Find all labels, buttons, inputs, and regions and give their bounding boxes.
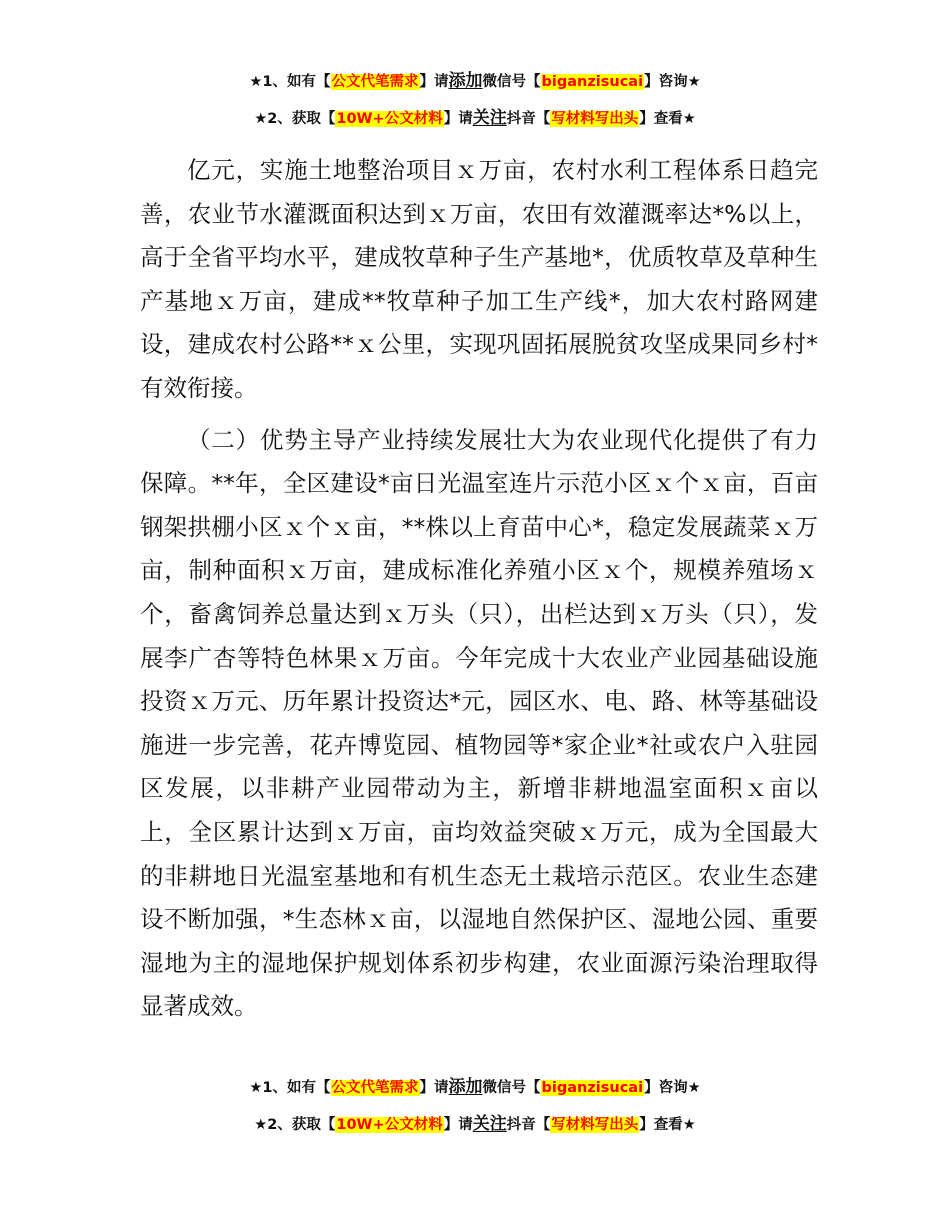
document-body — [140, 149, 818, 1029]
notice-line-2 — [0, 1106, 950, 1143]
highlight-douyin-account: 写材料写出头 — [551, 111, 639, 127]
notice-text: 】请 — [443, 111, 473, 127]
notice-suffix: 】咨询★ — [644, 1080, 701, 1096]
notice-line-1 — [0, 1069, 950, 1106]
highlight-wechat-id: biganzisucai — [541, 74, 644, 90]
notice-suffix: 】查看★ — [639, 1117, 696, 1133]
underlined-action: 关注 — [472, 1114, 507, 1134]
notice-text: 抖音【 — [506, 1117, 551, 1133]
notice-line-2 — [0, 100, 950, 137]
highlight-service: 公文代笔需求 — [331, 1080, 419, 1096]
notice-text: 微信号【 — [482, 1080, 541, 1096]
notice-prefix: ★2、获取【 — [254, 111, 336, 127]
highlight-materials: 10W+公文材料 — [336, 1117, 443, 1133]
notice-prefix: ★1、如有【 — [249, 1080, 331, 1096]
notice-text: 】请 — [443, 1117, 473, 1133]
notice-line-1 — [0, 63, 950, 100]
header-notice — [0, 63, 950, 137]
notice-suffix: 】咨询★ — [644, 74, 701, 90]
notice-prefix: ★2、获取【 — [254, 1117, 336, 1133]
underlined-action: 关注 — [472, 108, 507, 128]
notice-text: 微信号【 — [482, 74, 541, 90]
notice-prefix: ★1、如有【 — [249, 74, 331, 90]
notice-text: 】请 — [419, 1080, 449, 1096]
notice-text: 】请 — [419, 74, 449, 90]
notice-suffix: 】查看★ — [639, 111, 696, 127]
footer-notice — [0, 1069, 950, 1143]
notice-text: 抖音【 — [506, 111, 551, 127]
highlight-douyin-account: 写材料写出头 — [551, 1117, 639, 1133]
underlined-action: 添加 — [448, 71, 483, 91]
highlight-materials: 10W+公文材料 — [336, 111, 443, 127]
underlined-action: 添加 — [448, 1077, 483, 1097]
body-paragraph: 亿元，实施土地整治项目ｘ万亩，农村水利工程体系日趋完善，农业节水灌溉面积达到ｘ万亩，农田有效灌溉率达*%以上，高于全省平均水平，建成牧草种子生产基地*，优质牧草及草种生产基地ｘ万亩，建成**牧草种子加工生产线*，加大农村路网建设，建成农村公路**ｘ公里，实现巩固拓展脱贫攻坚成果同乡村*有效衔接。 — [140, 156, 818, 402]
highlight-wechat-id: biganzisucai — [541, 1080, 644, 1096]
highlight-service: 公文代笔需求 — [331, 74, 419, 90]
body-paragraph: （二）优势主导产业持续发展壮大为农业现代化提供了有力保障。**年，全区建设*亩日光温室连片示范小区ｘ个ｘ亩，百亩钢架拱棚小区ｘ个ｘ亩，**株以上育苗中心*，稳定发展蔬菜ｘ万亩，制种面积ｘ万亩，建成标准化养殖小区ｘ个，规模养殖场ｘ个，畜禽饲养总量达到ｘ万头（只），出栏达到ｘ万头（只），发展李广杏等特色林果ｘ万亩。今年完成十大农业产业园基础设施投资ｘ万元、历年累计投资达*元，园区水、电、路、林等基础设施进一步完善，花卉博览园、植物园等*家企业*社或农户入驻园区发展，以非耕产业园带动为主，新增非耕地温室面积ｘ亩以上，全区累计达到ｘ万亩，亩均效益突破ｘ万元，成为全国最大的非耕地日光温室基地和有机生态无土栽培示范区。农业生态建设不断加强，*生态林ｘ亩，以湿地自然保护区、湿地公园、重要湿地为主的湿地保护规划体系初步构建，农业面源污染治理取得显著成效。 — [140, 425, 818, 1021]
